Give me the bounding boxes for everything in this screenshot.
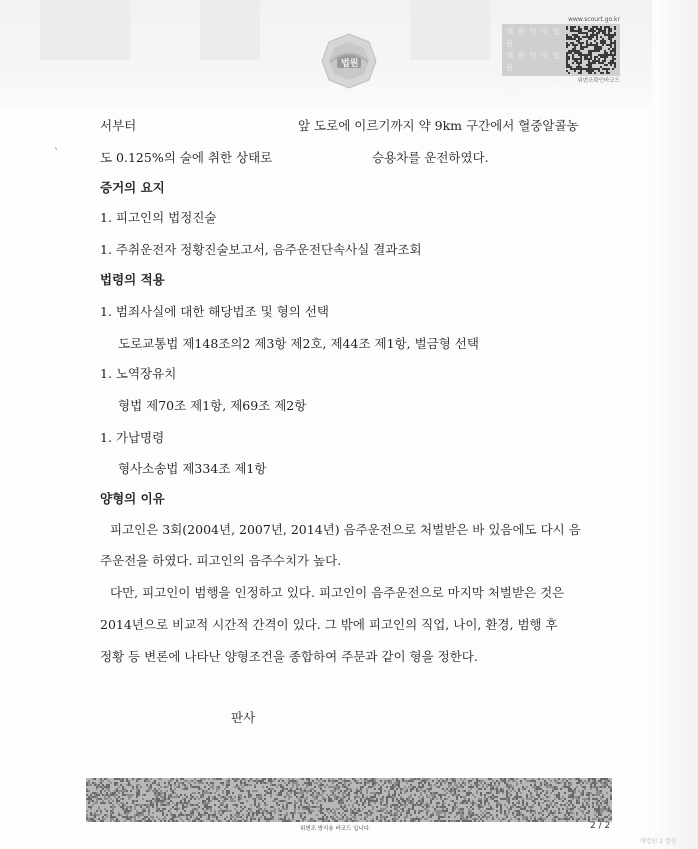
reason-paragraph-line: 피고인은 3회(2004년, 2007년, 2014년) 음주운전으로 처벌받은 바 있음에도 다시 음	[110, 522, 581, 537]
reason-paragraph-line: 다만, 피고인이 범행을 인정하고 있다. 피고인이 음주운전으로 마지막 처벌받은 것은	[110, 585, 565, 600]
law-item-detail: 형법 제70조 제1항, 제69조 제2항	[118, 398, 307, 413]
fact-line-2-start: 도 0.125%의 술에 취한 상태로	[100, 150, 273, 165]
evidence-heading: 증거의 요지	[100, 180, 165, 195]
seal-text: 법원	[341, 59, 359, 69]
scan-mark: `	[54, 148, 59, 159]
sentencing-reason-heading: 양형의 이유	[100, 491, 165, 506]
court-seal-emblem	[320, 32, 378, 90]
evidence-item: 1. 주취운전자 정황진술보고서, 음주운전단속사실 결과조회	[100, 242, 422, 257]
page-number: 2 / 2	[590, 821, 611, 831]
corner-watermark: 대법원 2 법원	[640, 838, 677, 845]
scan-stripe	[410, 0, 490, 60]
qr-code-icon	[566, 26, 616, 74]
law-item-detail: 형사소송법 제334조 제1항	[118, 461, 267, 476]
scan-shadow	[652, 0, 698, 849]
law-item-detail: 도로교통법 제148조의2 제3항 제2호, 제44조 제1항, 벌금형 선택	[118, 336, 479, 351]
anti-forgery-barcode	[86, 778, 612, 822]
reason-paragraph-line: 정황 등 변론에 나타난 양형조건을 종합하여 주문과 같이 형을 정한다.	[100, 649, 478, 664]
scan-stripe	[200, 0, 260, 60]
scan-stripe	[40, 0, 130, 60]
law-heading: 법령의 적용	[100, 272, 165, 287]
fact-line-2-end: 승용차를 운전하였다.	[372, 150, 489, 165]
reason-paragraph-line: 주운전을 하였다. 피고인의 음주수치가 높다.	[100, 553, 342, 568]
fact-line-1-start: 서부터	[100, 118, 137, 133]
court-url: www.scourt.go.kr	[568, 16, 620, 23]
law-item: 1. 가납명령	[100, 430, 165, 445]
reason-paragraph-line: 2014년으로 비교적 시간적 간격이 있다. 그 밖에 피고인의 직업, 나이, 환경, 범행 후	[100, 617, 558, 632]
law-item: 1. 노역장유치	[100, 366, 177, 381]
barcode-caption: 위변조확인바코드	[577, 78, 620, 84]
barcode-panel-text: 대 한 민 국 법 원 대 한 민 국 법 원 대 한 민 국 법 원 대 한 민 국 법 원	[506, 27, 561, 120]
law-item: 1. 범죄사실에 대한 해당법조 및 형의 선택	[100, 304, 329, 319]
evidence-item: 1. 피고인의 법정진술	[100, 210, 217, 225]
fact-line-1-end: 앞 도로에 이르기까지 약 9km 구간에서 혈중알콜농	[298, 118, 579, 133]
judge-label: 판사	[231, 710, 256, 725]
barcode-footer-caption: 위변조 방지용 바코드 입니다.	[300, 826, 371, 832]
